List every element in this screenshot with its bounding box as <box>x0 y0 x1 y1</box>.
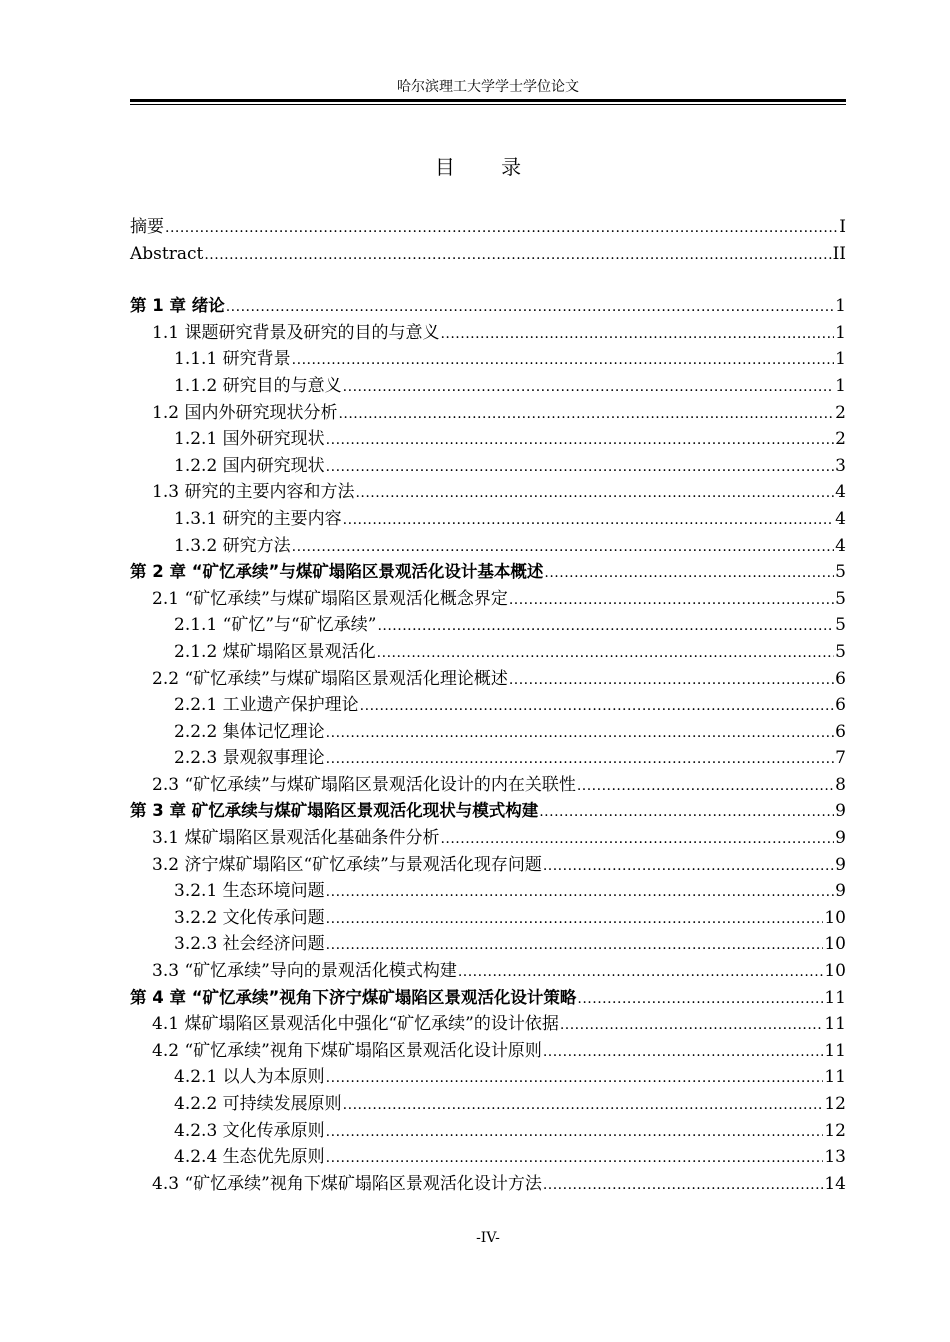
toc-entry-page: 7 <box>835 748 846 769</box>
toc-entry[interactable] <box>130 719 846 746</box>
toc-leader-dots <box>338 401 834 428</box>
toc-leader-dots <box>326 454 835 481</box>
toc-leader-dots <box>292 347 835 374</box>
toc-entry-page: 5 <box>835 588 846 609</box>
toc-entry-title: 2.1.2 煤矿塌陷区景观活化 <box>174 641 376 662</box>
toc-entry-title: 4.2 “矿忆承续”视角下煤矿塌陷区景观活化设计原则 <box>152 1040 542 1061</box>
toc-entry[interactable] <box>130 958 846 985</box>
toc-entry-page: 2 <box>835 429 846 450</box>
header-rule-thin <box>130 104 846 105</box>
toc-entry-page: 5 <box>835 562 846 583</box>
toc-leader-dots <box>458 959 824 986</box>
toc-entry-title: 2.3 “矿忆承续”与煤矿塌陷区景观活化设计的内在关联性 <box>152 774 576 795</box>
toc-entry-page: 5 <box>835 615 846 636</box>
header-rule-thick <box>130 99 846 102</box>
toc-entry-page: 5 <box>835 641 846 662</box>
toc-entry-page: 6 <box>835 695 846 716</box>
toc-entry-page: 9 <box>835 801 846 822</box>
toc-entry-title: 1.1 课题研究背景及研究的目的与意义 <box>152 322 440 343</box>
toc-entry[interactable] <box>130 559 846 586</box>
toc-entry-page: 12 <box>824 1120 846 1141</box>
toc-entry[interactable] <box>130 798 846 825</box>
toc-entry-title: 4.2.1 以人为本原则 <box>174 1067 325 1088</box>
toc-leader-dots <box>360 693 835 720</box>
toc-entry-title: 2.2.3 景观叙事理论 <box>174 748 325 769</box>
toc-entry-title: 摘要 <box>130 217 164 237</box>
toc-entry-page: 11 <box>824 1067 846 1088</box>
toc-leader-dots <box>343 1092 824 1119</box>
toc-entry-title: 1.2.1 国外研究现状 <box>174 429 325 450</box>
toc-entry[interactable] <box>130 878 846 905</box>
toc-entry[interactable] <box>130 293 846 320</box>
toc-entry-title: Abstract <box>130 243 204 264</box>
toc-entry[interactable] <box>130 852 846 879</box>
toc-entry[interactable] <box>130 825 846 852</box>
toc-entry-page: 3 <box>835 455 846 476</box>
toc-leader-dots <box>326 879 835 906</box>
toc-entry-page: 10 <box>824 961 846 982</box>
toc-leader-dots <box>377 640 835 667</box>
toc-leader-dots <box>355 480 834 507</box>
toc-entry[interactable] <box>130 533 846 560</box>
toc-leader-dots <box>543 1172 824 1199</box>
toc-entry-title: 1.1.1 研究背景 <box>174 349 291 370</box>
toc-entry-title: 4.2.2 可持续发展原则 <box>174 1094 342 1114</box>
toc-leader-dots <box>226 294 834 321</box>
toc-leader-dots <box>343 374 835 401</box>
toc-entry-page: 1 <box>835 375 846 396</box>
toc-entry-page: 9 <box>835 854 846 875</box>
toc-entry-page: 10 <box>824 907 846 928</box>
toc-entry-title: 1.2 国内外研究现状分析 <box>152 402 338 423</box>
toc-leader-dots <box>326 746 835 773</box>
toc-entry-title: 4.3 “矿忆承续”视角下煤矿塌陷区景观活化设计方法 <box>152 1173 542 1194</box>
toc-entry[interactable] <box>130 400 846 427</box>
toc-entry-page: II <box>832 243 846 264</box>
toc-entry-title: 1.3 研究的主要内容和方法 <box>152 482 355 503</box>
toc-entry-title: 3.2.2 文化传承问题 <box>174 907 325 928</box>
toc-entry-title: 1.2.2 国内研究现状 <box>174 455 325 476</box>
toc-leader-dots <box>326 932 824 959</box>
toc-entry-title: 4.1 煤矿塌陷区景观活化中强化“矿忆承续”的设计依据 <box>152 1014 559 1035</box>
toc-title: 目 录 <box>434 155 542 179</box>
toc-entry-title: 4.2.4 生态优先原则 <box>174 1147 325 1168</box>
toc-entry-title: 2.2.2 集体记忆理论 <box>174 721 325 742</box>
toc-entry-title: 4.2.3 文化传承原则 <box>174 1120 325 1141</box>
toc-entry-title: 第 1 章 绪论 <box>130 296 225 316</box>
toc-entry[interactable] <box>130 453 846 480</box>
toc-entry[interactable] <box>130 479 846 506</box>
toc-entry[interactable] <box>130 1091 846 1118</box>
toc-entry-title: 3.2.1 生态环境问题 <box>174 881 325 902</box>
toc-entry[interactable] <box>130 426 846 453</box>
toc-entry[interactable] <box>130 1144 846 1171</box>
toc-entry-title: 3.3 “矿忆承续”导向的景观活化模式构建 <box>152 961 457 982</box>
toc-entry[interactable] <box>130 745 846 772</box>
toc-entry-page: I <box>839 217 846 237</box>
toc-entry[interactable] <box>130 241 846 268</box>
toc-entry[interactable] <box>130 1064 846 1091</box>
toc-leader-dots <box>377 613 834 640</box>
toc-leader-dots <box>326 906 824 933</box>
toc-leader-dots <box>326 720 835 747</box>
toc-entry-page: 1 <box>835 322 846 343</box>
toc-entry[interactable] <box>130 373 846 400</box>
toc-leader-dots <box>326 1119 824 1146</box>
toc-entry-page: 6 <box>835 721 846 742</box>
toc-entry[interactable] <box>130 1038 846 1065</box>
toc-leader-dots <box>204 242 831 269</box>
toc-leader-dots <box>577 773 834 800</box>
toc-block <box>130 214 846 267</box>
toc-entry-title: 1.3.1 研究的主要内容 <box>174 508 342 529</box>
toc-entry-page: 11 <box>824 1014 846 1035</box>
toc-leader-dots <box>539 799 834 826</box>
toc-leader-dots <box>509 587 834 614</box>
toc-entry-page: 4 <box>835 482 846 503</box>
toc-entry-page: 14 <box>824 1173 846 1194</box>
toc-leader-dots <box>543 853 834 880</box>
toc-leader-dots <box>326 1145 824 1172</box>
toc-entry[interactable] <box>130 346 846 373</box>
toc-entry[interactable] <box>130 905 846 932</box>
toc-entry-page: 1 <box>835 349 846 370</box>
toc-entry-title: 1.3.2 研究方法 <box>174 535 291 556</box>
page-number: -IV- <box>476 1230 500 1246</box>
toc-leader-dots <box>577 986 823 1013</box>
toc-entry-page: 1 <box>835 296 846 317</box>
toc-leader-dots <box>544 560 834 587</box>
toc-entry[interactable] <box>130 320 846 347</box>
toc-entry[interactable] <box>130 506 846 533</box>
toc-entry-title: 第 3 章 矿忆承续与煤矿塌陷区景观活化现状与模式构建 <box>130 801 539 821</box>
toc-leader-dots <box>440 321 834 348</box>
toc-leader-dots <box>326 1065 824 1092</box>
toc-entry-page: 8 <box>835 774 846 795</box>
toc-entry-title: 3.2.3 社会经济问题 <box>174 934 325 955</box>
toc-entry[interactable] <box>130 931 846 958</box>
toc-entry[interactable] <box>130 1118 846 1145</box>
toc-leader-dots <box>440 826 834 853</box>
toc-leader-dots <box>165 215 838 242</box>
toc-entry[interactable] <box>130 1171 846 1198</box>
toc-entry-page: 10 <box>824 934 846 955</box>
toc-entry-page: 6 <box>835 668 846 689</box>
toc-leader-dots <box>343 507 835 534</box>
toc-entry-title: 2.1 “矿忆承续”与煤矿塌陷区景观活化概念界定 <box>152 588 508 609</box>
toc-entry-page: 9 <box>835 828 846 849</box>
toc-entry-title: 2.2.1 工业遗产保护理论 <box>174 695 359 716</box>
toc-entry[interactable] <box>130 666 846 693</box>
toc-leader-dots <box>326 427 835 454</box>
toc-entry[interactable] <box>130 586 846 613</box>
toc-entry-title: 第 2 章 “矿忆承续”与煤矿塌陷区景观活化设计基本概述 <box>130 562 544 582</box>
toc-entry-page: 2 <box>835 402 846 423</box>
toc-entry-title: 3.2 济宁煤矿塌陷区“矿忆承续”与景观活化现存问题 <box>152 854 542 875</box>
toc-entry-page: 9 <box>835 881 846 902</box>
toc-entry[interactable] <box>130 1011 846 1038</box>
toc-entry-title: 2.2 “矿忆承续”与煤矿塌陷区景观活化理论概述 <box>152 668 508 689</box>
toc-entry-title: 3.1 煤矿塌陷区景观活化基础条件分析 <box>152 828 440 849</box>
toc-entry[interactable] <box>130 612 846 639</box>
toc-block <box>130 293 846 1197</box>
toc-entry[interactable] <box>130 639 846 666</box>
toc-entry[interactable] <box>130 772 846 799</box>
toc-entry-page: 12 <box>824 1094 846 1114</box>
toc-entry-page: 4 <box>835 535 846 556</box>
toc-entry-page: 11 <box>824 1040 846 1061</box>
toc-entry[interactable] <box>130 692 846 719</box>
table-of-contents <box>130 214 846 1197</box>
toc-leader-dots <box>543 1039 824 1066</box>
toc-entry-title: 1.1.2 研究目的与意义 <box>174 375 342 396</box>
toc-entry[interactable] <box>130 214 846 241</box>
toc-leader-dots <box>292 534 835 561</box>
toc-entry-page: 13 <box>824 1147 846 1168</box>
toc-entry-title: 第 4 章 “矿忆承续”视角下济宁煤矿塌陷区景观活化设计策略 <box>130 987 577 1007</box>
toc-leader-dots <box>509 667 834 694</box>
toc-entry[interactable] <box>130 985 846 1012</box>
toc-entry-title: 2.1.1 “矿忆”与“矿忆承续” <box>174 615 377 636</box>
running-header: 哈尔滨理工大学学士学位论文 <box>397 79 579 95</box>
toc-entry-page: 4 <box>835 508 846 529</box>
toc-leader-dots <box>560 1012 824 1039</box>
toc-entry-page: 11 <box>824 987 846 1008</box>
